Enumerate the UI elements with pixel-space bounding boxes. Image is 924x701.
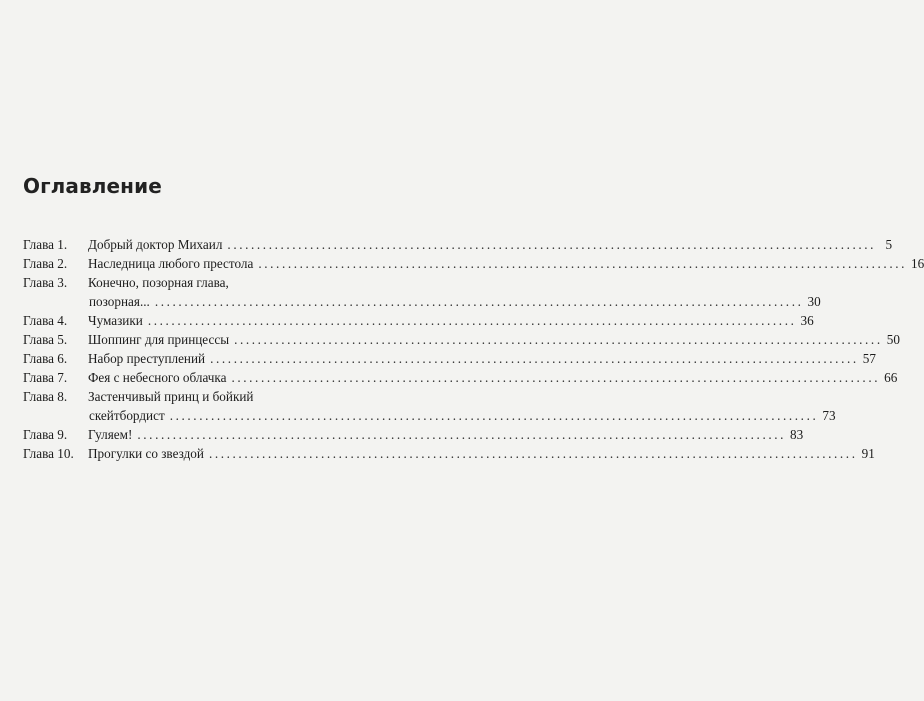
chapter-number: Глава 7. [23,370,68,385]
toc-entry-9[interactable] [23,425,804,444]
dot-leader: .............................................................................................................. [227,237,877,252]
toc-entry-6[interactable] [23,349,876,368]
chapter-title: Конечно, позорная глава, [88,275,229,290]
toc-entry-4[interactable] [23,311,814,330]
dot-leader: .............................................................................................................. [147,313,797,328]
chapter-number: Глава 4. [23,313,68,328]
chapter-number: Глава 3. [23,275,68,290]
toc-entry-7[interactable] [23,368,898,387]
dot-leader: .............................................................................................................. [137,427,787,442]
chapter-title: Добрый доктор Михаил [88,237,223,252]
chapter-title-continued: скейтбордист [89,408,165,423]
toc-entry-10[interactable] [23,444,875,463]
dot-leader: .............................................................................................................. [258,256,908,271]
toc-entry-5[interactable] [23,330,900,349]
chapter-number: Глава 8. [23,389,68,404]
chapter-number: Глава 9. [23,427,68,442]
page-number: 50 [886,332,900,347]
toc-entry-3[interactable] [23,273,821,311]
dot-leader: .............................................................................................................. [208,446,858,461]
page-number: 66 [884,370,898,385]
chapter-title: Шоппинг для принцессы [88,332,230,347]
chapter-number: Глава 5. [23,332,68,347]
chapter-title: Гуляем! [88,427,133,442]
page-number: 36 [800,313,814,328]
dot-leader: .............................................................................................................. [231,370,881,385]
chapter-number: Глава 1. [23,237,68,252]
page-number: 16 [911,256,924,271]
page-number: 73 [822,408,836,423]
dot-leader: .............................................................................................................. [234,332,883,347]
chapter-title: Чумазики [88,313,143,328]
chapter-title: Застенчивый принц и бойкий [88,389,254,404]
chapter-title: Фея с небесного облачка [88,370,227,385]
table-of-contents [23,235,924,463]
chapter-title: Прогулки со звездой [88,446,204,461]
toc-entry-8[interactable] [23,387,836,425]
toc-entry-1[interactable] [23,235,893,254]
chapter-title: Набор преступлений [88,351,206,366]
dot-leader: .............................................................................................................. [210,351,859,366]
page-number: 57 [862,351,876,366]
chapter-number: Глава 10. [23,446,74,461]
page-number: 30 [807,294,821,309]
page-title: Оглавление [23,174,162,198]
chapter-title-continued: позорная... [89,294,150,309]
page-number: 83 [790,427,804,442]
page-number: 91 [861,446,875,461]
toc-entry-2[interactable] [23,254,924,273]
chapter-number: Глава 6. [23,351,68,366]
dot-leader: .............................................................................................................. [154,294,804,309]
chapter-title: Наследница любого престола [88,256,254,271]
dot-leader: .............................................................................................................. [169,408,819,423]
page-number: 5 [885,237,893,252]
chapter-number: Глава 2. [23,256,68,271]
